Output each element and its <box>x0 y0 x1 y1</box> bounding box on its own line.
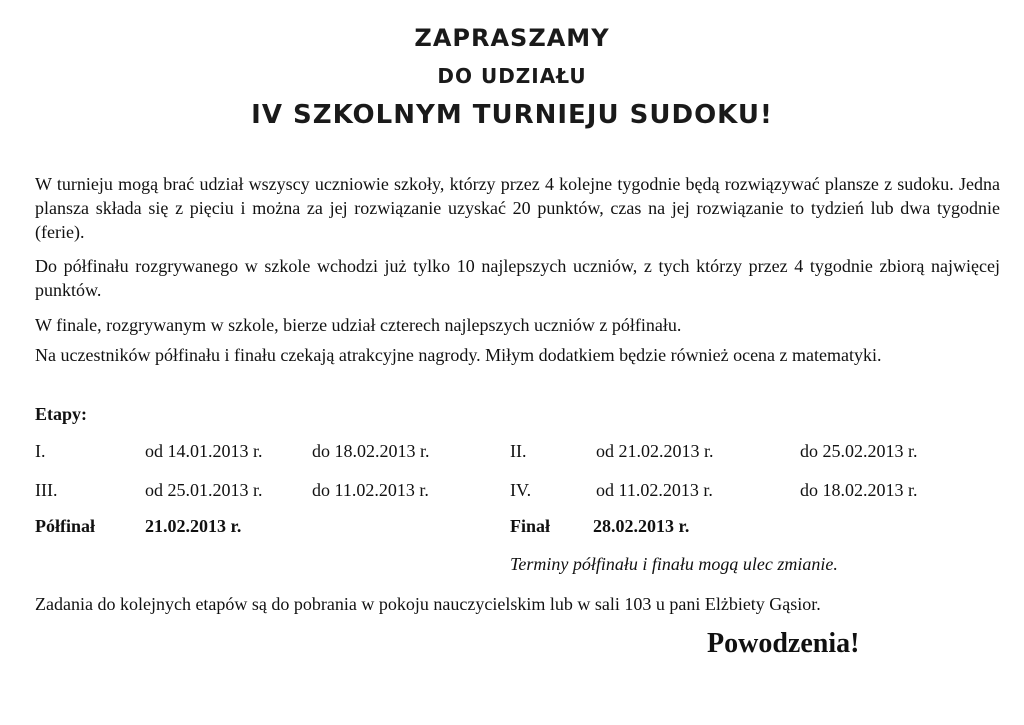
stage-start-date: od 14.01.2013 r. <box>145 441 263 461</box>
stage-end-date: do 25.02.2013 r. <box>800 441 918 461</box>
semifinal-date: 21.02.2013 r. <box>145 516 242 536</box>
footer-text: Zadania do kolejnych etapów są do pobrania w pokoju nauczycielskim lub w sali 103 u pani Elżbiety Gąsior. <box>35 594 821 614</box>
closing-message: Powodzenia! <box>707 628 860 659</box>
stages-heading: Etapy: <box>35 404 88 424</box>
final-label: Finał <box>510 516 551 536</box>
semifinal-label: Półfinał <box>35 516 96 536</box>
stage-number: I. <box>35 441 46 461</box>
title-line-1: ZAPRASZAMY <box>414 24 610 52</box>
title-line-3: IV SZKOLNYM TURNIEJU SUDOKU! <box>251 100 773 130</box>
stage-end-date: do 11.02.2013 r. <box>312 480 429 500</box>
stage-number: IV. <box>510 480 532 500</box>
final-date: 28.02.2013 r. <box>593 516 690 536</box>
stage-end-date: do 18.02.2013 r. <box>800 480 918 500</box>
paragraph-rules: W turnieju mogą brać udział wszyscy uczniowie szkoły, którzy przez 4 kolejne tygodnie będą rozwiązywać plansze z sudoku. Jedna plansza składa się z pięciu i można za jej rozwiązanie uzyskać 20 punktów, czas na jej rozwiązanie to tydzień lub dwa tygodnie (ferie). <box>35 174 1000 242</box>
title-line-2: DO UDZIAŁU <box>437 64 587 88</box>
stage-number: III. <box>35 480 58 500</box>
stage-end-date: do 18.02.2013 r. <box>312 441 430 461</box>
schedule-note: Terminy półfinału i finału mogą ulec zmianie. <box>510 554 838 574</box>
stage-start-date: od 21.02.2013 r. <box>596 441 714 461</box>
stage-start-date: od 11.02.2013 r. <box>596 480 713 500</box>
paragraph-final: W finale, rozgrywanym w szkole, bierze udział czterech najlepszych uczniów z półfinału. <box>35 315 682 335</box>
paragraph-semifinal: Do półfinału rozgrywanego w szkole wchodzi już tylko 10 najlepszych uczniów, z tych którzy przez 4 tygodnie zbiorą najwięcej punktów. <box>35 256 1000 300</box>
paragraph-prizes: Na uczestników półfinału i finału czekają atrakcyjne nagrody. Miłym dodatkiem będzie również ocena z matematyki. <box>35 345 882 365</box>
stage-number: II. <box>510 441 527 461</box>
stage-start-date: od 25.01.2013 r. <box>145 480 263 500</box>
